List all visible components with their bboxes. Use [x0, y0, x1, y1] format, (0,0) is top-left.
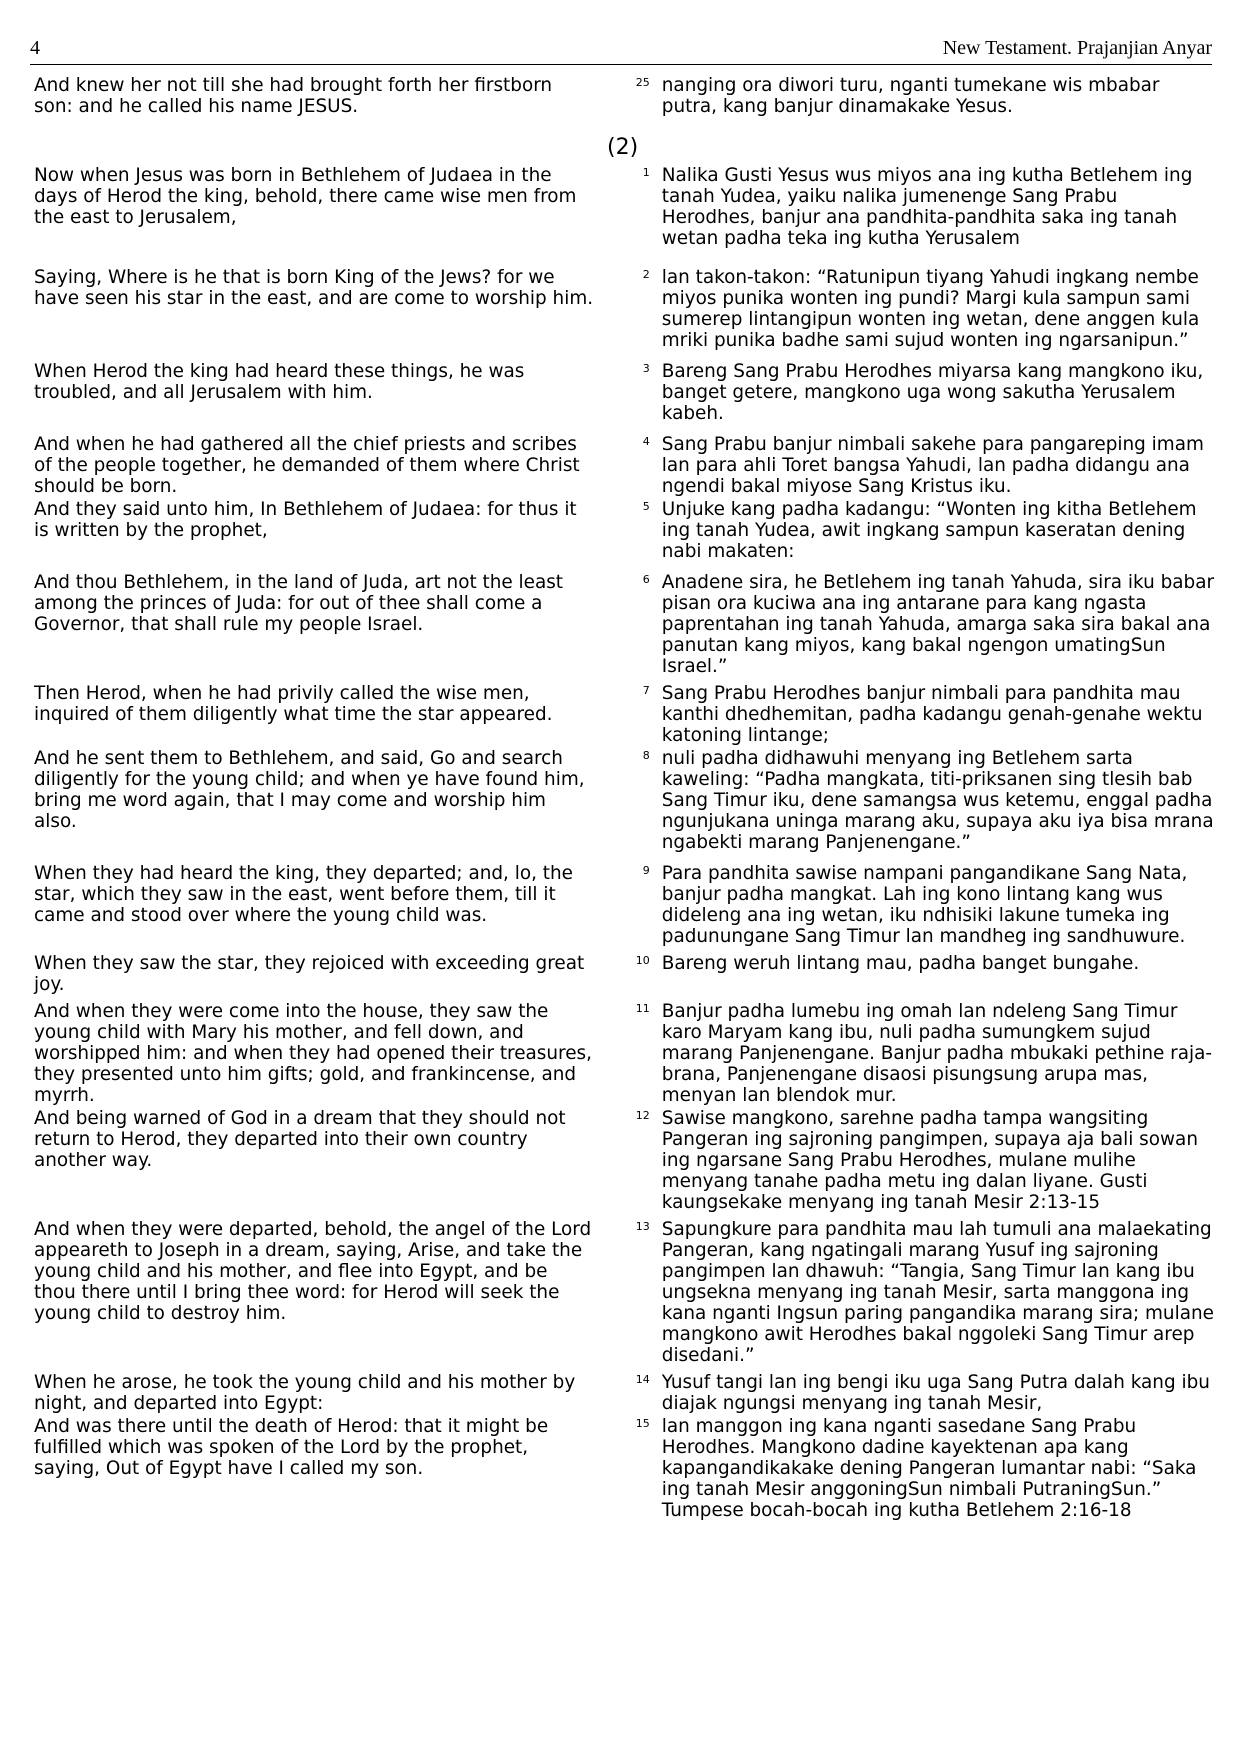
verse-english: When they had heard the king, they departed; and, lo, the star, which they saw in the east, went before them, till it came and stood over where the young child was. [34, 863, 573, 926]
verse-english: When Herod the king had heard these things, he was troubled, and all Jerusalem with him. [34, 361, 525, 403]
verse-english: Now when Jesus was born in Bethlehem of Judaea in the days of Herod the king, behold, there came wise men from the east to Jerusalem, [34, 165, 577, 228]
verse-javanese: nuli padha didhawuhi menyang ing Betlehem sarta kaweling: “Padha mangkata, titi-priksanen sing tlesih bab Sang Timur iku, dene samangsa wus ketemu, enggal padha ngunjukana uninga marang aku, supaya aku iya bisa mrana ngabekti marang Panjenengane.” [661, 748, 1214, 853]
page-running-title: New Testament. Prajanjian Anyar [942, 37, 1212, 59]
verse-javanese: Banjur padha lumebu ing omah lan ndeleng Sang Timur karo Maryam kang ibu, nuli padha sumungkem sujud marang Panjenengane. Banjur padha mbukaki pethine raja-brana, Panjenengane disaosi pisungsung arupa mas, menyan lan blendok mur. [661, 1001, 1212, 1106]
verse-javanese: Bareng weruh lintang mau, padha banget bungahe. [661, 953, 1140, 974]
verse-number: 1 [642, 166, 650, 179]
verse-number: 9 [642, 864, 650, 877]
verse-javanese: nanging ora diwori turu, nganti tumekane wis mbabar putra, kang banjur dinamakake Yesus. [661, 75, 1160, 117]
page-header [30, 34, 1212, 65]
verse-javanese: Anadene sira, he Betlehem ing tanah Yahuda, sira iku babar pisan ora kuciwa ana ing antarane para kang ngasta paprentahan ing tanah Yahuda, amarga saka sira bakal ana panutan kang miyos, kang bakal ngengon umatingSun Israel.” [661, 572, 1215, 677]
verse-javanese: Bareng Sang Prabu Herodhes miyarsa kang mangkono iku, banget getere, mangkono uga wong sakutha Yerusalem kabeh. [661, 361, 1204, 424]
verse-row [34, 953, 1214, 995]
verse-javanese: Yusuf tangi lan ing bengi iku uga Sang Putra dalah kang ibu diajak ngungsi menyang ing tanah Mesir, [661, 1372, 1210, 1414]
verse-javanese: Nalika Gusti Yesus wus miyos ana ing kutha Betlehem ing tanah Yudea, yaiku nalika jumenenge Sang Prabu Herodhes, banjur ana pandhita-pandhita saka ing tanah wetan padha teka ing kutha Yerusalem [661, 165, 1193, 249]
verse-javanese: Sapungkure para pandhita mau lah tumuli ana malaekating Pangeran, kang ngatingali marang Yusuf ing sajroning pangimpen lan dhawuh: “Tangia, Sang Timur lan kang ibu ungsekna menyang ing tanah Mesir, sarta manggona ing kana nganti Ingsun paring pangandika marang sira; mulane mangkono awit Herodhes bakal nggoleki Sang Timur arep disedani.” [661, 1219, 1214, 1366]
verse-number: 11 [635, 1002, 650, 1015]
verse-english: When he arose, he took the young child and his mother by night, and departed into Egypt: [34, 1372, 576, 1414]
verse-english: And knew her not till she had brought forth her firstborn son: and he called his name JESUS. [34, 75, 553, 117]
verse-number: 15 [635, 1417, 650, 1430]
verse-number: 12 [635, 1109, 650, 1122]
verse-number: 10 [635, 954, 650, 967]
verse-javanese: Sawise mangkono, sarehne padha tampa wangsiting Pangeran ing sajroning pangimpen, supaya aja bali sowan ing ngarsane Sang Prabu Herodhes, mulane mulihe menyang tanahe padha metu ing dalan liyane. Gusti kaungsekake menyang ing tanah Mesir 2:13-15 [661, 1108, 1198, 1213]
verse-row [34, 572, 1214, 677]
verse-english: And was there until the death of Herod: that it might be fulfilled which was spoken of the Lord by the prophet, saying, Out of Egypt have I called my son. [34, 1416, 549, 1479]
verse-english: And when they were departed, behold, the angel of the Lord appeareth to Joseph in a dream, saying, Arise, and take the young child and his mother, and flee into Egypt, and be thou there until I bring thee word: for Herod will seek the young child to destroy him. [34, 1219, 592, 1324]
bilingual-text [34, 75, 1214, 1521]
verse-row [34, 499, 1214, 562]
verse-row [34, 434, 1214, 497]
verse-english: And he sent them to Bethlehem, and said, Go and search diligently for the young child; and when ye have found him, bring me word again, that I may come and worship him also. [34, 748, 585, 832]
verse-number: 14 [635, 1373, 650, 1386]
verse-javanese: Sang Prabu Herodhes banjur nimbali para pandhita mau kanthi dhedhemitan, padha kadangu genah-genahe wektu katoning lintange; [661, 683, 1203, 746]
verse-number: 5 [642, 500, 650, 513]
verse-row [34, 361, 1214, 424]
verse-english: And they said unto him, In Bethlehem of Judaea: for thus it is written by the prophet, [34, 499, 577, 541]
chapter-heading: (2) [607, 135, 639, 160]
verse-english: And being warned of God in a dream that they should not return to Herod, they departed into their own country another way. [34, 1108, 566, 1171]
page-number: 4 [30, 37, 40, 59]
verse-english: And when he had gathered all the chief priests and scribes of the people together, he demanded of them where Christ should be born. [34, 434, 580, 497]
verse-number: 4 [642, 435, 650, 448]
verse-english: And thou Bethlehem, in the land of Juda, art not the least among the princes of Juda: for out of thee shall come a Governor, that shall rule my people Israel. [34, 572, 564, 635]
verse-number: 25 [635, 76, 650, 89]
verse-english: And when they were come into the house, they saw the young child with Mary his mother, and fell down, and worshipped him: and when they had opened their treasures, they presented unto him gifts; gold, and frankincense, and myrrh. [34, 1001, 592, 1106]
verse-number: 6 [642, 573, 650, 586]
verse-row [34, 1372, 1214, 1414]
verse-row [34, 267, 1214, 351]
verse-javanese: Para pandhita sawise nampani pangandikane Sang Nata, banjur padha mangkat. Lah ing kono lintang kang wus dideleng ana ing wetan, iku ndhisiki lakune tumeka ing padunungane Sang Timur lan mandheg ing sandhuwure. [661, 863, 1188, 947]
verse-javanese: Sang Prabu banjur nimbali sakehe para pangareping imam lan para ahli Toret bangsa Yahudi, lan padha didangu ana ngendi bakal miyose Sang Kristus iku. [661, 434, 1204, 497]
verse-row [34, 683, 1214, 746]
verse-javanese: Unjuke kang padha kadangu: “Wonten ing kitha Betlehem ing tanah Yudea, awit ingkang sampun kaseratan dening nabi makaten: [661, 499, 1197, 562]
verse-number: 8 [642, 749, 650, 762]
verse-row [34, 1219, 1214, 1366]
verse-row [34, 748, 1214, 853]
verse-english: Saying, Where is he that is born King of the Jews? for we have seen his star in the east, and are come to worship him. [34, 267, 594, 309]
verse-row [34, 1108, 1214, 1213]
verse-row [34, 165, 1214, 249]
verse-english: Then Herod, when he had privily called the wise men, inquired of them diligently what time the star appeared. [34, 683, 553, 725]
verse-number: 7 [642, 684, 650, 697]
verse-row [34, 75, 1214, 117]
verse-row [34, 863, 1214, 947]
verse-number: 2 [642, 268, 650, 281]
verse-javanese: lan takon-takon: “Ratunipun tiyang Yahudi ingkang nembe miyos punika wonten ing pundi? Margi kula sampun sami sumerep lintangipun wonten ing wetan, dene anggen kula mriki punika badhe sami sujud wonten ing ngarsanipun.” [661, 267, 1200, 351]
verse-english: When they saw the star, they rejoiced with exceeding great joy. [34, 953, 585, 995]
verse-number: 3 [642, 362, 650, 375]
verse-row [34, 1416, 1214, 1521]
verse-row [34, 1001, 1214, 1106]
verse-javanese: lan manggon ing kana nganti sasedane Sang Prabu Herodhes. Mangkono dadine kayektenan apa kang kapangandikakake dening Pangeran lumantar nabi: “Saka ing tanah Mesir anggoningSun nimbali PutraningSun.” Tumpese bocah-bocah ing kutha Betlehem 2:16-18 [661, 1416, 1197, 1521]
verse-number: 13 [635, 1220, 650, 1233]
